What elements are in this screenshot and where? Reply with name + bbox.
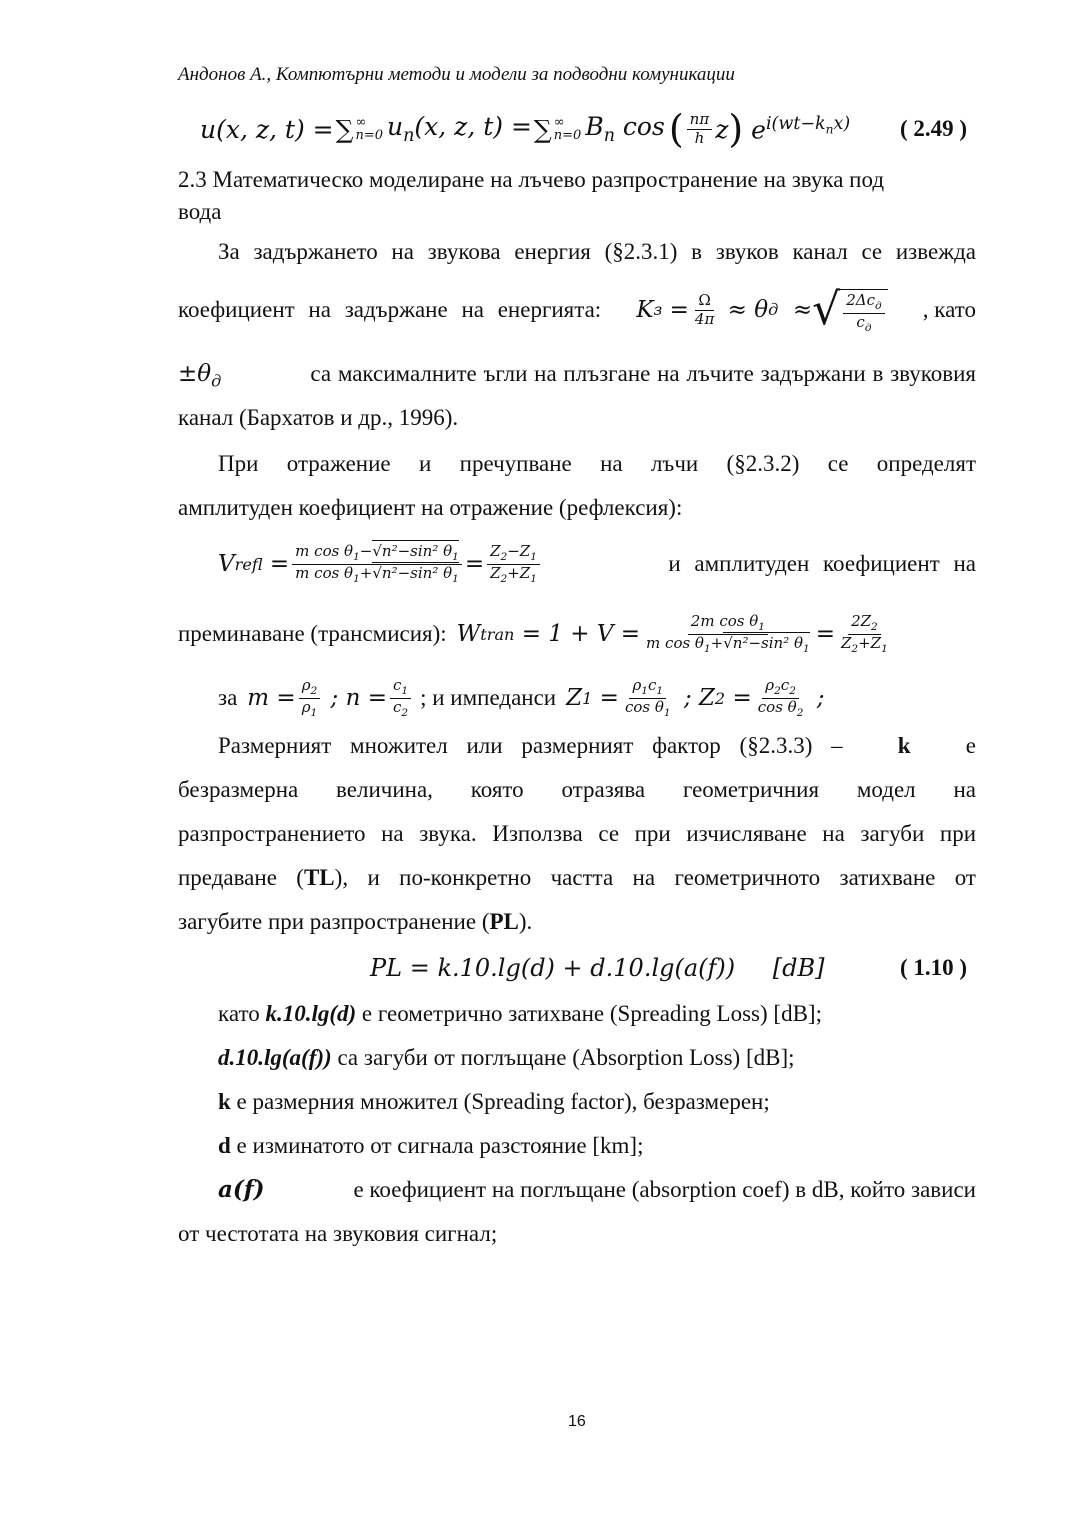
- section-title: [178, 164, 884, 228]
- pl-bold: PL: [489, 909, 519, 934]
- definition-1-term: k.10.lg(d): [265, 1001, 357, 1026]
- reflection-tail-text: и амплитуден коефициент на: [668, 551, 976, 576]
- paragraph-2-line-1: При отражение и пречупване на лъчи (§2.3.2) се определят: [218, 451, 976, 476]
- tl-bold: TL: [303, 865, 335, 890]
- paragraph-2-line-2: амплитуден коефициент на отражение (рефлексия):: [178, 495, 683, 520]
- impedance-text: ; и импеданси: [420, 685, 557, 710]
- definition-1-prefix: като: [218, 1001, 260, 1026]
- transmission-formula: W tran = 1 + V = $\frac{2m \cos \theta_1}{m \cos \theta_1+√n^2-\sin^2 \theta_1}$ = $\frac{2Z_2}{Z_2+Z_1}$: [456, 612, 888, 655]
- definition-3-term: k: [218, 1089, 231, 1114]
- line-4-part-a: предаване (: [178, 865, 304, 890]
- paragraph-1-line-4: канал (Бархатов и др., 1996).: [178, 405, 459, 430]
- definition-4-text: е изминатото от сигнала разстояние [km];: [236, 1133, 644, 1158]
- running-header: Андонов А., Компютърни методи и модели за подводни комуникации: [178, 64, 735, 85]
- paragraph-1-line-3-text: са максималните ъгли на плъзгане на лъчите задържани в звуковия: [310, 361, 976, 386]
- equation-1-10-formula: PL = k.10.lg(d) + d.10.lg(a(f)): [370, 954, 736, 982]
- impedance-row: [218, 670, 824, 726]
- paragraph-1-line-2: [178, 280, 976, 340]
- energy-coefficient-text: коефициент на задържане на енергията:: [178, 297, 602, 322]
- energy-coefficient-formula: K з = $\frac{\Omega}{4\pi}$ ≈ θ д ≈ √ $\frac{2\Delta c_д}{c_д}$: [636, 283, 887, 337]
- impedance-formula: Z 1 = $\frac{\rho_1c_1}{\cos \theta_1}$ ; Z 2 = $\frac{\rho_2c_2}{\cos \theta_2}$ ;: [566, 676, 825, 719]
- line-5-part-c: ).: [518, 909, 533, 934]
- definition-2-term: d.10.lg(a(f)): [218, 1045, 332, 1070]
- paragraph-3-line-5: [178, 900, 532, 944]
- definition-5-text: е коефициент на поглъщане (absorption coef) в dB, който зависи: [353, 1177, 976, 1202]
- definition-2: [218, 1036, 795, 1080]
- transmission-row: [178, 604, 894, 664]
- paragraph-3-line-2: безразмерна величина, която отразява геометричния модел на: [178, 777, 976, 802]
- equation-number-2-49: ( 2.49 ): [900, 116, 968, 141]
- transmission-text: преминаване (трансмисия):: [178, 621, 447, 646]
- definition-4-term: d: [218, 1133, 231, 1158]
- paragraph-3-line-3: разпространението на звука. Използва се при изчисляване на загуби при: [178, 821, 976, 846]
- equation-1-10-unit: [dB]: [772, 954, 825, 982]
- definition-3: [218, 1080, 770, 1124]
- section-title-line-2: вода: [178, 199, 222, 224]
- paragraph-3-line-1: [218, 724, 976, 768]
- definition-3-text: е размерния множител (Spreading factor), безразмерен;: [236, 1089, 770, 1114]
- k-bold: k: [897, 733, 911, 758]
- definition-1-text: е геометрично затихване (Spreading Loss) [dB];: [361, 1001, 822, 1026]
- definition-2-text: са загуби от поглъщане (Absorption Loss) [dB];: [337, 1045, 795, 1070]
- section-title-line-1: 2.3 Математическо моделиране на лъчево разпространение на звука под: [178, 167, 885, 192]
- za-text: за: [218, 685, 238, 710]
- line-5-part-a: загубите при разпространение (: [178, 909, 490, 934]
- page-number: 16: [568, 1413, 586, 1430]
- reflection-row: [218, 532, 976, 596]
- definition-5-term: a(f): [218, 1176, 265, 1203]
- equation-1-10: [370, 948, 825, 988]
- reflection-formula: V refl = $\frac{m \cos \theta_1-√n^2-\sin^2 \theta_1}{m \cos \theta_1+√n^2-\sin^2 \theta_1}$ = $\frac{Z_2-Z_1}{Z_2+Z_1}$: [218, 543, 543, 584]
- equation-number-1-10: ( 1.10 ): [900, 955, 968, 980]
- kato-text: , като: [922, 297, 976, 322]
- paragraph-3-line-4: [178, 856, 976, 900]
- last-line: от честотата на звуковия сигнал;: [178, 1221, 498, 1246]
- line-4-part-c: ), и по-конкретно частта на геометричното затихване от: [334, 865, 976, 890]
- paragraph-1-line-1: За задържането на звукова енергия (§2.3.1) в звуков канал се извежда: [218, 239, 976, 264]
- m-n-formula: m = $\frac{\rho_2}{\rho_1}$ ; n = $\frac{c_1}{c_2}$: [247, 677, 414, 718]
- theta-d-symbol: $\pm\theta_д$: [178, 361, 222, 391]
- definition-5: [218, 1168, 976, 1212]
- definition-1: [218, 992, 822, 1036]
- equation-2-49: u(x, z, t) = ∑ ∞ n=0 $u_n(x$, z, t) = ∑ ∞ n=0 $B_n$ cos ( $\frac{n\pi}{h}$ z ) $e^{i(wt-k_nx)}$: [200, 107, 851, 151]
- definition-4: [218, 1124, 643, 1168]
- paragraph-3-line-1-text: Размерният множител или размерният фактор (§2.3.3) –: [218, 733, 843, 758]
- e-text: е: [965, 733, 976, 758]
